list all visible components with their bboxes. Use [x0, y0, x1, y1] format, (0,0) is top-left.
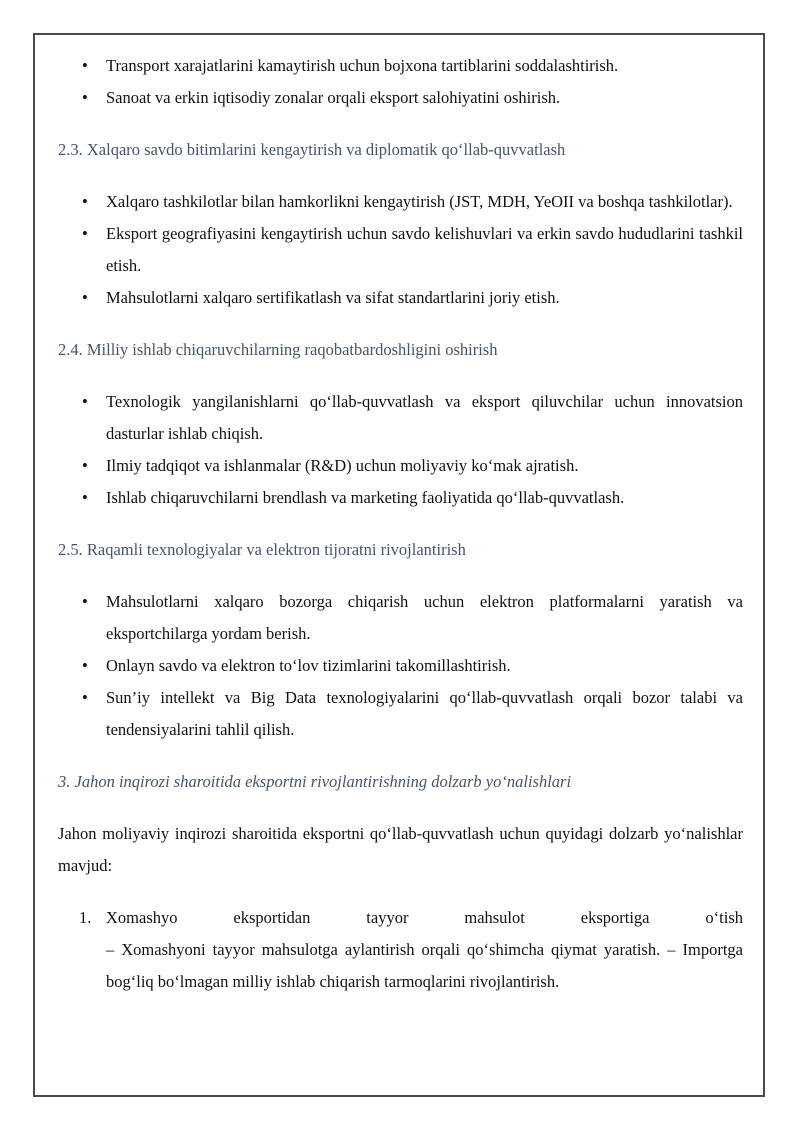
- section-3-numbered-list: [58, 902, 743, 998]
- bullet-marker: •: [82, 288, 88, 307]
- bullet-marker: •: [82, 392, 88, 411]
- list-item: [58, 218, 743, 282]
- list-item-text: Texnologik yangilanishlarni qo‘llab-quvvatlash va eksport qiluvchilar uchun innovatsion dasturlar ishlab chiqish.: [106, 392, 743, 443]
- section-heading-2-3: 2.3. Xalqaro savdo bitimlarini kengaytirish va diplomatik qo‘llab-quvvatlash: [58, 140, 566, 159]
- bullet-marker: •: [82, 656, 88, 675]
- list-item-text: Ilmiy tadqiqot va ishlanmalar (R&D) uchun moliyaviy ko‘mak ajratish.: [106, 456, 579, 475]
- list-item: [58, 186, 743, 218]
- section-2-3-bullet-list: [58, 186, 743, 314]
- list-item-text: Sanoat va erkin iqtisodiy zonalar orqali eksport salohiyatini oshirish.: [106, 88, 561, 107]
- list-item-text: Transport xarajatlarini kamaytirish uchun bojxona tartiblarini soddalashtirish.: [106, 56, 619, 75]
- list-item: [58, 650, 743, 682]
- list-number: 1.: [79, 908, 92, 927]
- list-item: [58, 386, 743, 450]
- list-item-text: Ishlab chiqaruvchilarni brendlash va marketing faoliyatida qo‘llab-quvvatlash.: [106, 488, 625, 507]
- list-item: [58, 50, 743, 82]
- bullet-marker: •: [82, 192, 88, 211]
- list-item: [58, 682, 743, 746]
- bullet-marker: •: [82, 488, 88, 507]
- top-bullet-list: [58, 50, 743, 114]
- list-item-text: Onlayn savdo va elektron to‘lov tizimlarini takomillashtirish.: [106, 656, 511, 675]
- section-2-4-bullet-list: [58, 386, 743, 514]
- bullet-marker: •: [82, 592, 88, 611]
- list-item-text: Mahsulotlarni xalqaro sertifikatlash va sifat standartlarini joriy etish.: [106, 288, 560, 307]
- list-item-text: Sun’iy intellekt va Big Data texnologiyalarini qo‘llab-quvvatlash orqali bozor talabi va tendensiyalarini tahlil qilish.: [106, 688, 743, 739]
- section-heading-2-4: 2.4. Milliy ishlab chiqaruvchilarning raqobatbardoshligini oshirish: [58, 340, 498, 359]
- section-heading-3: 3. Jahon inqirozi sharoitida eksportni rivojlantirishning dolzarb yo‘nalishlari: [58, 772, 572, 791]
- bullet-marker: •: [82, 224, 88, 243]
- bullet-marker: •: [82, 456, 88, 475]
- list-item: [58, 282, 743, 314]
- list-item: [58, 82, 743, 114]
- list-item: [58, 482, 743, 514]
- list-item-text: – Xomashyoni tayyor mahsulotga aylantirish orqali qo‘shimcha qiymat yaratish. – Importga bog‘liq bo‘lmagan milliy ishlab chiqarish tarmoqlarini rivojlantirish.: [106, 940, 743, 991]
- document-body: [58, 50, 743, 998]
- bullet-marker: •: [82, 56, 88, 75]
- list-item-text: Xalqaro tashkilotlar bilan hamkorlikni kengaytirish (JST, MDH, YeOII va boshqa tashkilotlar).: [106, 192, 733, 211]
- bullet-marker: •: [82, 688, 88, 707]
- list-item-text: Eksport geografiyasini kengaytirish uchun savdo kelishuvlari va erkin savdo hududlarini tashkil etish.: [106, 224, 743, 275]
- list-item: [58, 586, 743, 650]
- list-item-text: Mahsulotlarni xalqaro bozorga chiqarish uchun elektron platformalarni yaratish va eksportchilarga yordam berish.: [106, 592, 743, 643]
- section-3-paragraph: Jahon moliyaviy inqirozi sharoitida eksportni qo‘llab-quvvatlash uchun quyidagi dolzarb yo‘nalishlar mavjud:: [58, 824, 743, 875]
- section-2-5-bullet-list: [58, 586, 743, 746]
- list-item-first-line: Xomashyo eksportidan tayyor mahsulot eksportiga o‘tish: [106, 908, 743, 927]
- bullet-marker: •: [82, 88, 88, 107]
- numbered-list-item: [58, 902, 743, 998]
- section-heading-2-5: 2.5. Raqamli texnologiyalar va elektron tijoratni rivojlantirish: [58, 540, 466, 559]
- list-item: [58, 450, 743, 482]
